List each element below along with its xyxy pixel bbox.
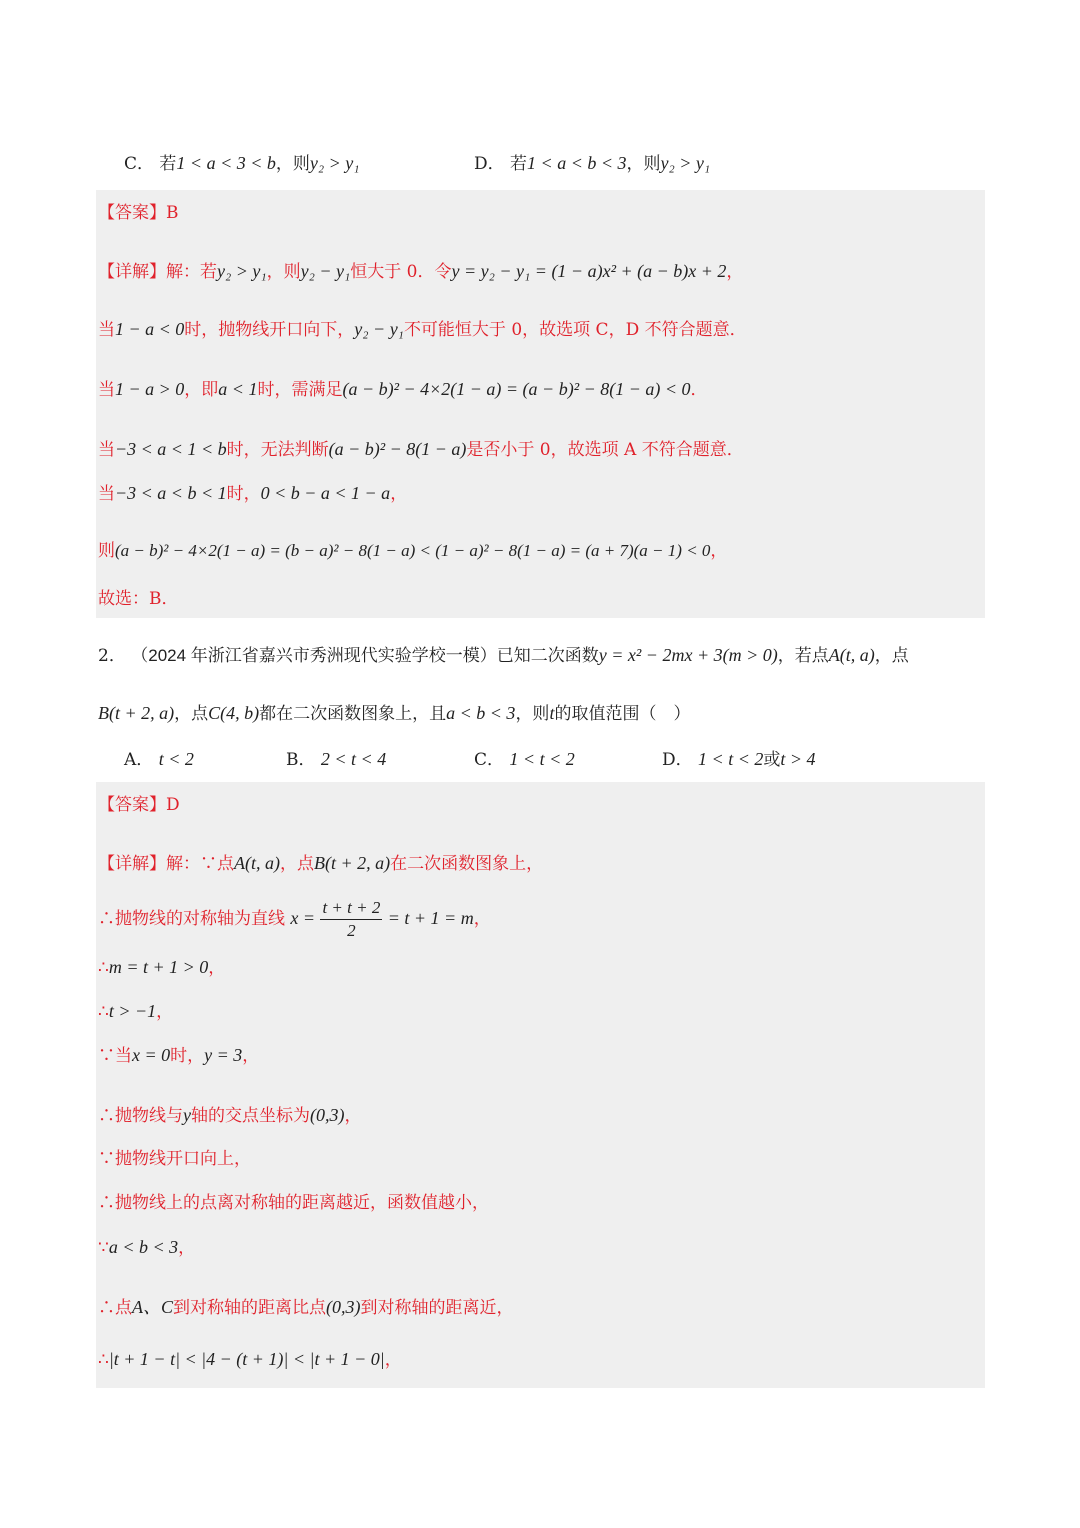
text: 在二次函数图象上， — [390, 854, 544, 874]
text: ，即 — [184, 380, 219, 400]
text: 当 — [98, 484, 115, 504]
text: 解：∵点 — [166, 854, 234, 874]
therefore-symbol: ∴ — [98, 958, 109, 978]
q2-option-b — [286, 744, 386, 775]
answer-1-line-4 — [98, 434, 744, 465]
option-condition: 1 < a < 3 < b — [176, 153, 276, 173]
formula: t — [549, 703, 555, 723]
answer-1-line-7: 故选：B． — [98, 589, 179, 609]
question-number: 2． — [98, 646, 126, 666]
option-value: t > 4 — [780, 749, 816, 769]
formula: x = — [290, 908, 316, 928]
option-text: 或 — [763, 750, 781, 770]
text: ∵当 — [98, 1046, 132, 1066]
text: ，则 — [515, 704, 550, 724]
formula: m = t + 1 > 0 — [108, 957, 209, 977]
text: ，点 — [174, 704, 209, 724]
text: ， — [390, 484, 408, 504]
detail-label: 【详解】 — [98, 854, 166, 874]
formula: t > −1 — [108, 1001, 157, 1021]
text: ∴抛物线与 — [98, 1106, 183, 1126]
formula: (0,3) — [326, 1297, 361, 1317]
text: ，则 — [266, 262, 301, 282]
text: ， — [344, 1106, 362, 1126]
text: 到对称轴的距离比点 — [173, 1298, 327, 1318]
formula: 1 − a < 0 — [115, 319, 185, 339]
option-label: B． — [286, 750, 316, 770]
detail-label: 【详解】 — [98, 262, 166, 282]
answer-2-line-8: ∴抛物线上的点离对称轴的距离越近，函数值越小， — [98, 1193, 489, 1213]
formula: −3 < a < b < 1 — [115, 483, 227, 503]
text: ． — [690, 380, 708, 400]
text: 则 — [98, 541, 115, 561]
text: 是否小于 0，故选项 A 不符合题意． — [466, 440, 744, 460]
option-value: 1 < t < 2 — [509, 749, 575, 769]
formula: y — [183, 1105, 191, 1125]
fraction-denominator: 2 — [347, 921, 356, 940]
formula: A、C — [132, 1297, 174, 1317]
therefore-symbol: ∴ — [98, 1002, 109, 1022]
q2-option-d — [662, 744, 816, 775]
formula: y₂ − y₁ — [300, 261, 351, 281]
text: ∴抛物线的对称轴为直线 — [98, 909, 285, 929]
formula: |t + 1 − t| < |4 − (t + 1)| < |t + 1 − 0| — [108, 1349, 385, 1369]
question-2-line-2 — [98, 698, 690, 729]
text: 到对称轴的距离近， — [360, 1298, 514, 1318]
text: ， — [473, 909, 491, 929]
text: ，点 — [279, 854, 314, 874]
formula: y = y₂ − y₁ = (1 − a)x² + (a − b)x + 2 — [451, 261, 727, 281]
formula: 0 < b − a < 1 − a — [260, 483, 391, 503]
formula: (0,3) — [310, 1105, 345, 1125]
answer-2-line-3 — [98, 952, 225, 983]
text: 不可能恒大于 0，故选项 C，D 不符合题意． — [403, 320, 747, 340]
option-label: C． — [474, 750, 505, 770]
answer-1-line-1 — [98, 256, 743, 287]
formula: (a − b)² − 4×2(1 − a) = (a − b)² − 8(1 − a) < 0 — [342, 379, 691, 399]
text: ，若点 — [777, 646, 829, 666]
option-value: t < 2 — [158, 749, 194, 769]
therefore-symbol: ∴ — [98, 1350, 109, 1370]
q1-option-c — [124, 148, 360, 179]
q2-option-a — [124, 744, 194, 775]
text: 时，无法判断 — [226, 440, 329, 460]
text: ，点 — [874, 646, 909, 666]
text: ∴点 — [98, 1298, 132, 1318]
option-label: A． — [124, 750, 154, 770]
formula: a < b < 3 — [108, 1237, 179, 1257]
text: ， — [178, 1238, 196, 1258]
formula: = t + 1 = m — [387, 908, 474, 928]
formula: B(t + 2, a) — [313, 853, 391, 873]
answer-2-line-11 — [98, 1344, 402, 1375]
option-value: 1 < t < 2 — [698, 749, 764, 769]
text: ， — [384, 1350, 402, 1370]
formula: y = x² − 2mx + 3(m > 0) — [598, 645, 778, 665]
option-label: C． — [124, 154, 155, 174]
answer-2-line-9 — [98, 1232, 195, 1263]
option-text: ，则 — [626, 154, 661, 174]
answer-1-line-2 — [98, 314, 747, 345]
question-2-line-1 — [98, 640, 909, 671]
text: 解：若 — [166, 262, 217, 282]
formula: 1 − a > 0 — [115, 379, 185, 399]
answer-1-line-6 — [98, 536, 727, 566]
option-label: D． — [662, 750, 693, 770]
fraction — [320, 897, 382, 942]
q2-option-c — [474, 744, 575, 775]
text: ， — [726, 262, 744, 282]
formula: B(t + 2, a) — [98, 703, 175, 723]
text: 时，需满足 — [257, 380, 343, 400]
option-text: ，则 — [275, 154, 310, 174]
text: 时，抛物线开口向下， — [184, 320, 355, 340]
text: 恒大于 0．令 — [350, 262, 452, 282]
text: ， — [208, 958, 226, 978]
formula: A(t, a) — [828, 645, 875, 665]
answer-1-label: 【答案】B — [98, 203, 179, 223]
text: 时， — [170, 1046, 205, 1066]
text: 都在二次函数图象上，且 — [259, 704, 447, 724]
answer-2-line-1 — [98, 848, 543, 879]
answer-2-line-6 — [98, 1100, 362, 1131]
text: 当 — [98, 380, 115, 400]
formula: x = 0 — [132, 1045, 171, 1065]
text: 时， — [226, 484, 261, 504]
formula: y = 3 — [204, 1045, 243, 1065]
answer-2-line-5 — [98, 1040, 259, 1071]
text: 当 — [98, 320, 115, 340]
text: ， — [710, 541, 728, 561]
answer-2-line-2 — [98, 896, 491, 942]
formula: −3 < a < 1 < b — [115, 439, 227, 459]
text: ， — [242, 1046, 260, 1066]
answer-1-line-5 — [98, 478, 407, 509]
answer-1-line-3 — [98, 374, 708, 405]
answer-2-line-7: ∵抛物线开口向上， — [98, 1149, 251, 1169]
option-condition: 1 < a < b < 3 — [527, 153, 627, 173]
option-text: 若 — [510, 154, 528, 174]
formula: A(t, a) — [234, 853, 280, 873]
option-result: y₂ > y₁ — [309, 153, 360, 173]
formula: a < 1 — [218, 379, 258, 399]
text: 轴的交点坐标为 — [191, 1106, 310, 1126]
option-value: 2 < t < 4 — [320, 749, 387, 769]
formula: C(4, b) — [208, 703, 260, 723]
formula: y₂ − y₁ — [354, 319, 404, 339]
option-text: 若 — [159, 154, 177, 174]
formula: (a − b)² − 8(1 − a) — [328, 439, 467, 459]
formula: y₂ > y₁ — [217, 261, 267, 281]
option-result: y₂ > y₁ — [660, 153, 711, 173]
answer-2-line-10 — [98, 1292, 514, 1323]
fraction-numerator: t + t + 2 — [320, 897, 382, 920]
text: 当 — [98, 440, 115, 460]
text: 的取值范围（ ） — [554, 704, 691, 724]
option-label: D． — [474, 154, 505, 174]
text: ， — [156, 1002, 174, 1022]
question-source: （2024 年浙江省嘉兴市秀洲现代实验学校一模） — [131, 646, 497, 665]
formula: a < b < 3 — [446, 703, 516, 723]
formula: (a − b)² − 4×2(1 − a) = (b − a)² − 8(1 − a) < (1 − a)² − 8(1 − a) = (a + 7)(a − 1) < 0 — [115, 541, 711, 560]
answer-2-line-4 — [98, 996, 173, 1027]
q1-option-d — [474, 148, 710, 179]
text: 已知二次函数 — [496, 646, 599, 666]
because-symbol: ∵ — [98, 1238, 109, 1258]
answer-2-label: 【答案】D — [98, 795, 180, 815]
